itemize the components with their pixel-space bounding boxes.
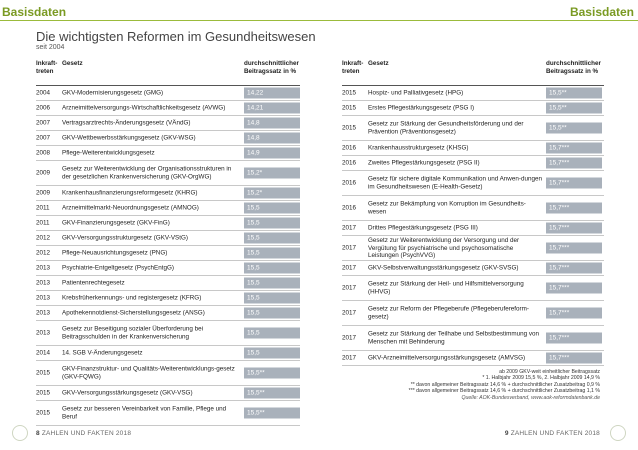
row-year: 2015 [36, 389, 51, 397]
row-year: 2011 [36, 219, 50, 227]
row-law: GKV-Modernisierungsgesetz (GMG) [62, 89, 164, 97]
row-year: 2016 [342, 159, 357, 167]
row-law: Erstes Pflegestärkungsgesetz (PSG I) [368, 104, 475, 112]
table-body [342, 86, 604, 366]
page-title: Die wichtigsten Reformen im Gesundheitswesen [36, 29, 316, 44]
row-law: Arzneimittelversorgungs-Wirtschaftlichkeitsgesetz (AVWG) [62, 104, 226, 112]
row-year: 2012 [36, 234, 51, 242]
crosshair-mark-icon [12, 425, 28, 441]
rate-bar: 14,8 [244, 118, 300, 129]
row-law: GKV-Selbstverwaltungsstärkungsgesetz (GKV-SVSG) [368, 264, 519, 272]
row-year: 2006 [36, 104, 51, 112]
row-year: 2015 [342, 89, 357, 97]
rate-bar: 15,7*** [546, 243, 602, 254]
row-law: Psychiatrie-Entgeltgesetz (PsychEntgG) [62, 264, 174, 272]
table-row [36, 386, 300, 401]
rate-bar: 15,7*** [546, 263, 602, 274]
row-year: 2004 [36, 89, 51, 97]
rate-bar: 15,5 [244, 218, 300, 229]
rate-bar: 15,5** [546, 88, 602, 99]
row-law: Apothekennotdienst-Sicherstellungsgesetz (ANSG) [62, 309, 205, 317]
row-law: GKV-Finanzierungsgesetz (GKV-FinG) [62, 219, 170, 227]
row-law: Drittes Pflegestärkungsgesetz (PSG III) [368, 224, 478, 232]
header-divider [0, 20, 638, 21]
row-law: Gesetz zur Stärkung der Heil- und Hilfsmittelversorgung (HHVG) [368, 280, 524, 295]
footnote-line: ** davon allgemeiner Beitragssatz 14,6 % + durchschnittlicher Zusatzbeitrag 0,9 % [410, 381, 600, 388]
table-row [342, 101, 604, 116]
rate-bar: 15,5 [244, 248, 300, 259]
rate-bar: 15,5 [244, 263, 300, 274]
row-law: Gesetz zur Weiterentwicklung der Versorgung und der Vergütung für psychiatrische und psychosomatische Leistungen (PsychVVG) [368, 236, 520, 259]
row-year: 2013 [36, 309, 51, 317]
row-law: GKV-Finanzstruktur- und Qualitäts-Weiterentwicklungs-gesetz (GKV-FQWG) [62, 365, 235, 380]
table-row [36, 231, 300, 246]
row-law: Gesetz zur Stärkung der Gesundheitsförderung und der Prävention (Präventionsgesetz) [368, 120, 524, 135]
table-row [342, 276, 604, 301]
col-header-rate: durchschnittlicher Beitragssatz in % [244, 60, 299, 75]
row-law: Gesetz zur Reform der Pflegeberufe (Pflegeberufereform-gesetz) [368, 305, 529, 320]
table-row [36, 216, 300, 231]
row-year: 2015 [36, 409, 51, 417]
table-row [342, 261, 604, 276]
row-law: Krankenhausstrukturgesetz (KHSG) [368, 144, 469, 152]
col-header-year: Inkraft- treten [342, 60, 364, 75]
row-year: 2016 [342, 179, 357, 187]
rate-bar: 15,2* [244, 168, 300, 179]
row-year: 2012 [36, 249, 51, 257]
table-header [36, 60, 300, 86]
table-row [36, 276, 300, 291]
row-year: 2016 [342, 204, 357, 212]
row-law: Gesetz zur Beseitigung sozialer Überforderung bei Beitragsschulden in der Krankenversicherung [62, 325, 204, 340]
table-row [36, 86, 300, 101]
table-row [36, 201, 300, 216]
row-law: Vertragsarztrechts-Änderungsgesetz (VÄndG) [62, 119, 191, 127]
row-year: 2013 [36, 329, 51, 337]
table-row [36, 361, 300, 386]
table-row [36, 246, 300, 261]
row-law: 14. SGB V-Änderungsgesetz [62, 349, 143, 357]
page-number-right [505, 430, 600, 437]
row-year: 2017 [342, 334, 357, 342]
table-row [342, 196, 604, 221]
page-number: 9 [504, 430, 509, 437]
table-row [36, 161, 300, 186]
rate-bar: 15,5** [244, 368, 300, 379]
row-year: 2013 [36, 264, 51, 272]
rate-bar: 15,5** [546, 123, 602, 134]
table-row [36, 306, 300, 321]
col-header-law: Gesetz [368, 60, 389, 67]
rate-bar: 15,7*** [546, 143, 602, 154]
crosshair-mark-icon [610, 425, 626, 441]
rate-bar: 14,9 [244, 148, 300, 159]
table-row [342, 236, 604, 261]
rate-bar: 15,5** [546, 103, 602, 114]
row-year: 2011 [36, 204, 50, 212]
page-number: 8 [36, 430, 40, 437]
rate-bar: 15,5 [244, 233, 300, 244]
footnote-line: ab 2009 GKV-weit einheitlicher Beitragssatz [499, 369, 600, 375]
row-year: 2015 [36, 369, 51, 377]
source-note: Quelle: AOK-Bundesverband, www.aok-reformdatenbank.de [461, 394, 600, 401]
rate-bar: 15,7*** [546, 353, 602, 364]
footnotes [409, 369, 600, 401]
col-header-law: Gesetz [62, 60, 83, 67]
table-body [36, 86, 300, 426]
row-year: 2013 [36, 279, 51, 287]
page-number-left [36, 430, 131, 437]
rate-bar: 15,7*** [546, 178, 602, 189]
row-law: Gesetz zur Stärkung der Teilhabe und Selbstbestimmung von Menschen mit Behinderung [368, 330, 540, 345]
table-header [342, 60, 604, 86]
row-law: Krankenhausfinanzierungsreformgesetz (KHRG) [62, 189, 198, 197]
row-law: Krebsfrüherkennungs- und registergesetz (KFRG) [62, 294, 202, 302]
row-year: 2016 [342, 144, 357, 152]
table-row [342, 221, 604, 236]
row-law: Gesetz zur besseren Vereinbarkeit von Familie, Pflege und Beruf [62, 405, 227, 420]
section-label-right: Basisdaten [569, 5, 634, 19]
row-year: 2007 [36, 134, 51, 142]
row-law: Pflege-Weiterentwicklungsgesetz [62, 149, 155, 157]
rate-bar: 15,2* [244, 188, 300, 199]
row-year: 2017 [342, 224, 357, 232]
row-year: 2014 [36, 349, 51, 357]
row-year: 2008 [36, 149, 51, 157]
table-row [342, 351, 604, 366]
rate-bar: 15,5 [244, 308, 300, 319]
row-year: 2017 [342, 354, 357, 362]
row-law: GKV-Wettbewerbsstärkungsgesetz (GKV-WSG) [62, 134, 196, 142]
footnote-line: *** davon allgemeiner Beitragssatz 14,6 % + durchschnittlicher Zusatzbeitrag 1,1 % [408, 388, 600, 395]
rate-bar: 14,8 [244, 133, 300, 144]
rate-bar: 15,5** [244, 388, 300, 399]
rate-bar: 15,7*** [546, 308, 602, 319]
table-row [36, 131, 300, 146]
rate-bar: 15,5 [244, 328, 300, 339]
rate-bar: 15,7*** [546, 203, 602, 214]
row-year: 2017 [342, 309, 357, 317]
table-row [342, 326, 604, 351]
table-row [342, 116, 604, 141]
table-row [342, 86, 604, 101]
rate-bar: 15,5 [244, 293, 300, 304]
rate-bar: 15,7*** [546, 158, 602, 169]
row-year: 2007 [36, 119, 51, 127]
table-row [36, 346, 300, 361]
row-year: 2013 [36, 294, 51, 302]
rate-bar: 15,7*** [546, 333, 602, 344]
table-row [36, 186, 300, 201]
table-row [36, 146, 300, 161]
table-row [36, 261, 300, 276]
row-law: Gesetz zur Bekämpfung von Korruption im Gesundheits-wesen [368, 200, 526, 215]
table-row [342, 171, 604, 196]
table-row [342, 156, 604, 171]
table-row [36, 101, 300, 116]
row-year: 2015 [342, 104, 357, 112]
rate-bar: 15,5** [244, 408, 300, 419]
table-row [36, 401, 300, 426]
col-header-rate: durchschnittlicher Beitragssatz in % [546, 60, 601, 75]
row-law: GKV-Versorgungsstärkungsgesetz (GKV-VSG) [62, 389, 193, 397]
page-subtitle: seit 2004 [36, 44, 65, 51]
row-year: 2017 [342, 244, 357, 252]
rate-bar: 15,5 [244, 348, 300, 359]
row-law: Pflege-Neuausrichtungsgesetz (PNG) [62, 249, 168, 257]
rate-bar: 15,7*** [546, 223, 602, 234]
rate-bar: 15,5 [244, 278, 300, 289]
rate-bar: 15,7*** [546, 283, 602, 294]
rate-bar: 14,22 [244, 88, 300, 99]
row-law: Zweites Pflegestärkungsgesetz (PSG II) [368, 159, 480, 167]
row-year: 2009 [36, 169, 51, 177]
footnote-line: * 1. Halbjahr 2009 15,5 %, 2. Halbjahr 2009 14,9 % [482, 375, 600, 382]
rate-bar: 14,21 [244, 103, 300, 114]
table-row [36, 116, 300, 131]
section-label-left: Basisdaten [2, 5, 67, 19]
table-row [342, 141, 604, 156]
page-header [0, 0, 638, 22]
reform-table-right [342, 60, 604, 366]
rate-bar: 15,5 [244, 203, 300, 214]
table-row [36, 321, 300, 346]
table-row [36, 291, 300, 306]
reform-table-left [36, 60, 300, 426]
row-law: GKV-Arzneimittelversorgungsstärkungsgesetz (AMVSG) [368, 354, 526, 362]
row-law: Gesetz für sichere digitale Kommunikation und Anwen-dungen im Gesundheitswesen (E-Health-Gesetz) [368, 175, 542, 190]
page-label: ZAHLEN UND FAKTEN 2018 [41, 430, 132, 437]
row-law: Arzneimittelmarkt-Neuordnungsgesetz (AMNOG) [62, 204, 199, 212]
page-label: ZAHLEN UND FAKTEN 2018 [510, 430, 600, 437]
row-year: 2009 [36, 189, 51, 197]
row-year: 2015 [342, 124, 357, 132]
table-row [342, 301, 604, 326]
row-year: 2017 [342, 264, 357, 272]
row-law: Patientenrechtegesetz [62, 279, 125, 287]
row-law: Gesetz zur Weiterentwicklung der Organisationsstrukturen in der gesetzlichen Krankenversicherung (GKV-OrgWG) [62, 165, 232, 180]
row-law: Hospiz- und Palliativgesetz (HPG) [368, 89, 464, 97]
col-header-year: Inkraft- treten [36, 60, 58, 75]
row-law: GKV-Versorgungsstrukturgesetz (GKV-VStG) [62, 234, 188, 242]
row-year: 2017 [342, 284, 357, 292]
